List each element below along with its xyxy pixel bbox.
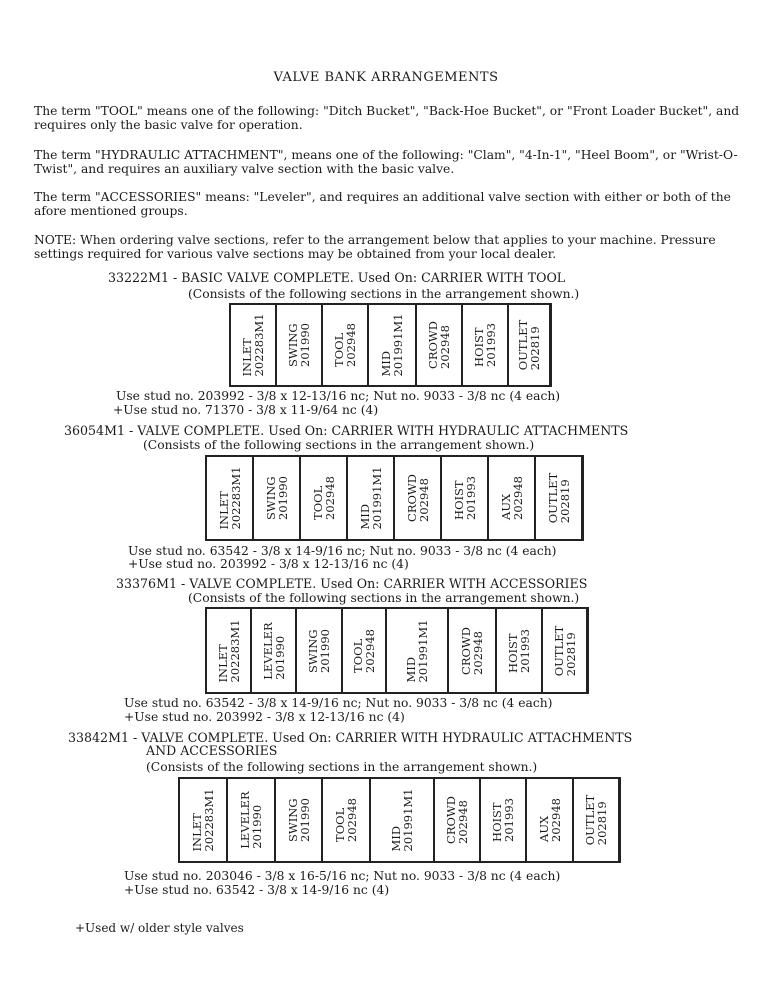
valve-section-outlet xyxy=(543,609,588,692)
valve-section-crowd xyxy=(449,609,497,692)
section-part-number: 201993 xyxy=(518,628,532,673)
section-name: OUTLET xyxy=(551,625,566,676)
arrangement-3-alt-stud-note: +Use stud no. 203992 - 3/8 x 12-13/16 nc (4) xyxy=(124,710,405,724)
section-name: SWING xyxy=(285,798,300,842)
arrangement-2-subheader: (Consists of the following sections in the arrangement shown.) xyxy=(143,438,535,452)
section-part-number: 202948 xyxy=(322,476,337,520)
section-name: SWING xyxy=(263,476,278,520)
section-name: OUTLET xyxy=(583,794,597,846)
valve-section-tool xyxy=(323,779,371,861)
valve-section-outlet xyxy=(574,779,620,861)
arrangement-1-subheader: (Consists of the following sections in the arrangement shown.) xyxy=(188,287,580,301)
section-part-number: 202283M1 xyxy=(228,466,243,530)
arrangement-2-stud-note: Use stud no. 63542 - 3/8 x 14-9/16 nc; Nut no. 9033 - 3/8 nc (4 each) xyxy=(128,544,557,558)
section-part-number: 202283M1 xyxy=(252,313,266,377)
valve-section-crowd xyxy=(395,457,442,539)
section-part-number: 201991M1 xyxy=(369,466,384,530)
section-name: TOOL xyxy=(332,332,346,367)
footnote: +Used w/ older style valves xyxy=(75,921,244,935)
section-name: INLET xyxy=(190,813,204,852)
section-name: CROWD xyxy=(459,626,473,675)
section-part-number: 201993 xyxy=(502,798,516,842)
section-name: MID xyxy=(357,503,372,530)
valve-section-tool xyxy=(323,305,369,385)
valve-section-crowd xyxy=(435,779,481,861)
paragraph-note: NOTE: When ordering valve sections, refer to the arrangement below that applies to your machine. Pressure settings required for various valve sections may be obtained from your local dealer. xyxy=(34,233,716,261)
valve-section-swing xyxy=(254,457,301,539)
valve-section-mid xyxy=(369,305,417,385)
valve-section-inlet xyxy=(180,779,228,861)
section-part-number: 202948 xyxy=(438,325,452,369)
paragraph-accessories: The term "ACCESSORIES" means: "Leveler", and requires an additional valve section with either or both of the afore mentioned groups. xyxy=(34,190,731,218)
section-part-number: 201993 xyxy=(463,476,478,520)
valve-section-aux xyxy=(489,457,536,539)
section-name: SWING xyxy=(306,628,320,673)
valve-bank-1 xyxy=(229,303,552,387)
section-part-number: 202819 xyxy=(563,631,578,676)
section-part-number: 201990 xyxy=(318,628,332,673)
arrangement-3-subheader: (Consists of the following sections in the arrangement shown.) xyxy=(188,591,580,605)
arrangement-3-header: 33376M1 - VALVE COMPLETE. Used On: CARRIER WITH ACCESSORIES xyxy=(116,576,588,591)
arrangement-2-header: 36054M1 - VALVE COMPLETE. Used On: CARRIER WITH HYDRAULIC ATTACHMENTS xyxy=(64,423,629,438)
section-name: CROWD xyxy=(444,796,458,844)
valve-section-tool xyxy=(301,457,348,539)
valve-section-crowd xyxy=(417,305,463,385)
section-part-number: 202948 xyxy=(344,323,358,367)
valve-section-swing xyxy=(277,305,323,385)
section-name: HOIST xyxy=(451,480,466,520)
arrangement-4-header: 33842M1 - VALVE COMPLETE. Used On: CARRIER WITH HYDRAULIC ATTACHMENTS xyxy=(68,730,633,745)
valve-section-hoist xyxy=(481,779,527,861)
arrangement-2-alt-stud-note: +Use stud no. 203992 - 3/8 x 12-13/16 nc (4) xyxy=(128,557,409,571)
section-part-number: 202948 xyxy=(416,478,431,522)
valve-section-tool xyxy=(343,609,387,692)
section-name: LEVELER xyxy=(260,621,275,680)
section-name: AUX xyxy=(498,493,513,520)
section-name: INLET xyxy=(215,643,230,682)
section-name: CROWD xyxy=(404,474,419,522)
section-name: OUTLET xyxy=(516,319,530,371)
section-part-number: 201990 xyxy=(298,323,312,367)
section-name: HOIST xyxy=(472,327,486,367)
section-name: SWING xyxy=(286,323,300,367)
valve-bank-3 xyxy=(205,607,589,694)
arrangement-4-stud-note: Use stud no. 203046 - 3/8 x 16-5/16 nc; Nut no. 9033 - 3/8 nc (4 each) xyxy=(124,869,561,883)
valve-section-leveler xyxy=(228,779,276,861)
section-part-number: 201990 xyxy=(250,804,264,849)
section-part-number: 202948 xyxy=(510,476,525,520)
valve-section-swing xyxy=(297,609,343,692)
arrangement-1-stud-note: Use stud no. 203992 - 3/8 x 12-13/16 nc; Nut no. 9033 - 3/8 nc (4 each) xyxy=(116,389,561,403)
valve-section-inlet xyxy=(231,305,277,385)
arrangement-4-subheader: (Consists of the following sections in the arrangement shown.) xyxy=(146,760,538,774)
section-part-number: 202819 xyxy=(595,801,609,846)
arrangement-1-alt-stud-note: +Use stud no. 71370 - 3/8 x 11-9/64 nc (4) xyxy=(113,403,379,417)
section-name: AUX xyxy=(536,815,551,842)
section-name: MID xyxy=(389,825,403,852)
section-part-number: 202819 xyxy=(557,479,572,524)
section-name: HOIST xyxy=(506,632,520,673)
valve-section-swing xyxy=(276,779,323,861)
page-title: VALVE BANK ARRANGEMENTS xyxy=(273,70,499,85)
section-part-number: 202283M1 xyxy=(227,619,242,682)
section-name: HOIST xyxy=(490,802,504,842)
paragraph-tool: The term "TOOL" means one of the following: "Ditch Bucket", "Back-Hoe Bucket", or "Front Loader Bucket", and requires only the basic valve for operation. xyxy=(34,104,740,132)
section-name: TOOL xyxy=(351,638,365,673)
valve-bank-4 xyxy=(178,777,621,863)
section-part-number: 201991M1 xyxy=(401,788,415,852)
section-part-number: 202948 xyxy=(456,800,470,844)
section-part-number: 202283M1 xyxy=(202,788,216,852)
section-name: INLET xyxy=(240,338,254,377)
section-name: MID xyxy=(379,350,393,377)
valve-bank-2 xyxy=(205,455,584,541)
section-part-number: 201990 xyxy=(297,798,312,842)
valve-section-hoist xyxy=(442,457,489,539)
valve-section-mid xyxy=(348,457,395,539)
valve-section-outlet xyxy=(536,457,583,539)
arrangement-1-header: 33222M1 - BASIC VALVE COMPLETE. Used On: CARRIER WITH TOOL xyxy=(108,270,566,285)
section-name: LEVELER xyxy=(238,791,252,849)
section-name: TOOL xyxy=(333,807,347,842)
section-name: INLET xyxy=(216,491,231,530)
section-name: OUTLET xyxy=(545,472,560,524)
valve-section-aux xyxy=(527,779,574,861)
valve-section-hoist xyxy=(497,609,543,692)
section-part-number: 201991M1 xyxy=(416,619,430,682)
section-part-number: 202819 xyxy=(528,326,542,371)
valve-section-inlet xyxy=(207,457,254,539)
valve-section-inlet xyxy=(207,609,252,692)
section-part-number: 201990 xyxy=(275,476,290,520)
section-part-number: 202948 xyxy=(363,628,377,673)
valve-section-leveler xyxy=(252,609,297,692)
arrangement-3-stud-note: Use stud no. 63542 - 3/8 x 14-9/16 nc; Nut no. 9033 - 3/8 nc (4 each) xyxy=(124,696,553,710)
arrangement-4-alt-stud-note: +Use stud no. 63542 - 3/8 x 14-9/16 nc (4) xyxy=(124,883,390,897)
valve-section-hoist xyxy=(463,305,509,385)
section-part-number: 201990 xyxy=(272,635,287,680)
section-part-number: 201991M1 xyxy=(391,313,405,377)
section-name: TOOL xyxy=(310,485,325,520)
valve-section-mid xyxy=(371,779,435,861)
section-part-number: 202948 xyxy=(345,798,359,842)
arrangement-4-header-cont: AND ACCESSORIES xyxy=(146,743,278,758)
valve-section-mid xyxy=(387,609,449,692)
valve-section-outlet xyxy=(509,305,551,385)
section-name: CROWD xyxy=(426,321,440,369)
section-name: MID xyxy=(404,656,418,682)
section-part-number: 202948 xyxy=(471,630,485,675)
paragraph-hydraulic-attachment: The term "HYDRAULIC ATTACHMENT", means one of the following: "Clam", "4-In-1", "Heel Boom", or "Wrist-O-Twist", and requires an auxiliary valve section with the basic valve. xyxy=(34,148,738,176)
section-part-number: 202948 xyxy=(548,798,563,842)
section-part-number: 201993 xyxy=(484,323,498,367)
